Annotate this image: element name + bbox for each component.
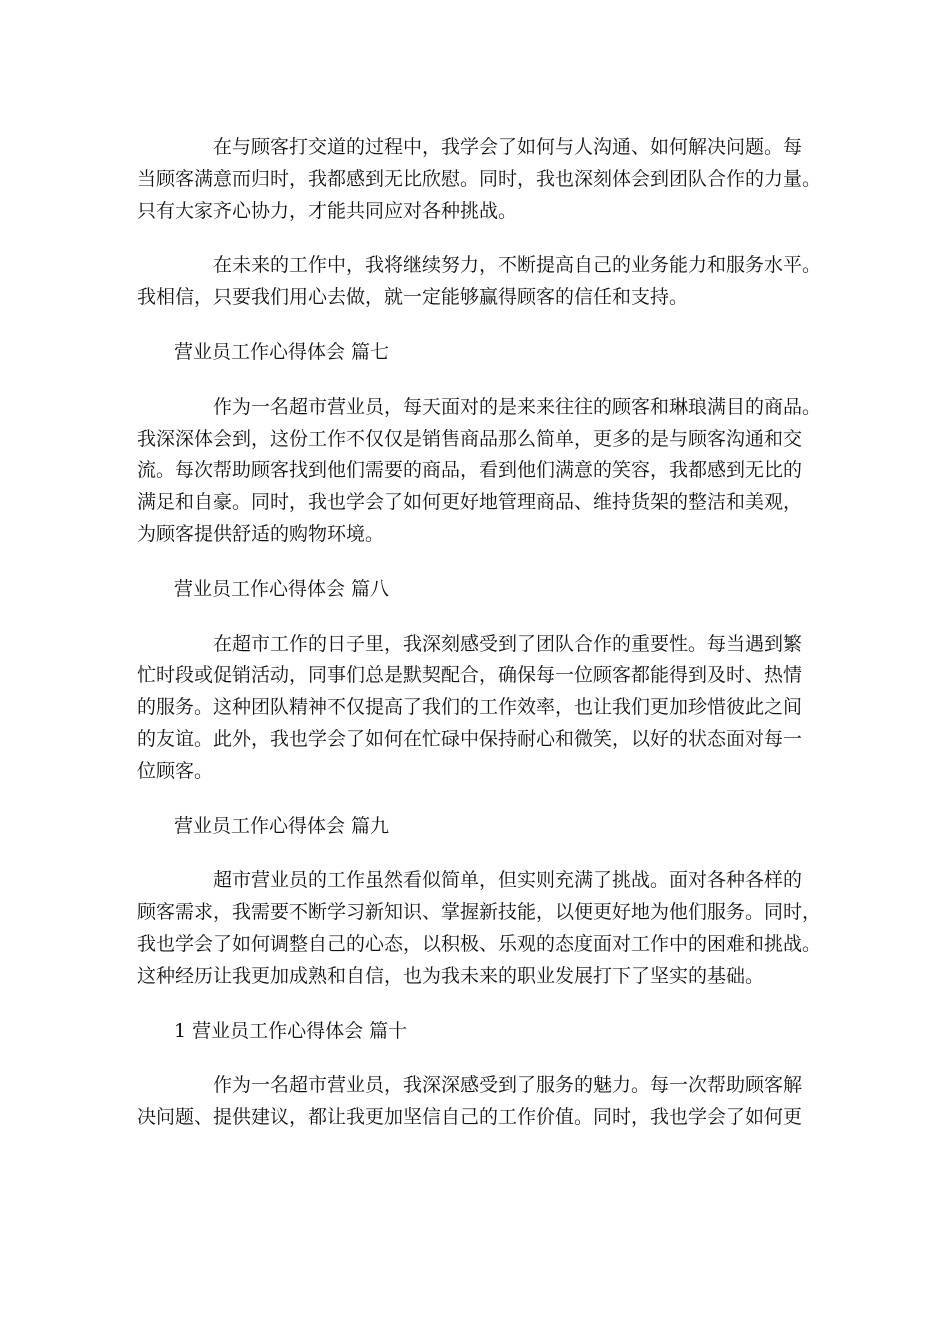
paragraph-line: 这种经历让我更加成熟和自信，也为我未来的职业发展打下了坚实的基础。 [137,964,765,987]
paragraph-3 [137,392,822,551]
paragraph-line: 忙时段或促销活动，同事们总是默契配合，确保每一位顾客都能得到及时、热情 [137,664,803,687]
paragraph-line: 满足和自豪。同时，我也学会了如何更好地管理商品、维持货架的整洁和美观， [137,491,803,514]
paragraph-line: 的友谊。此外，我也学会了如何在忙碌中保持耐心和微笑，以好的状态面对每一 [137,727,803,750]
paragraph-line: 在与顾客打交道的过程中，我学会了如何与人沟通、如何解决问题。每 [213,136,803,158]
paragraph-line: 我相信，只要我们用心去做，就一定能够赢得顾客的信任和支持。 [137,286,689,309]
paragraph-line: 的服务。这种团队精神不仅提高了我们的工作效率，也让我们更加珍惜彼此之间 [137,696,803,719]
paragraph-line: 作为一名超市营业员，每天面对的是来来往往的顾客和琳琅满目的商品。 [213,395,822,418]
paragraph-line: 我也学会了如何调整自己的心态，以积极、乐观的态度面对工作中的困难和挑战。 [137,932,822,955]
section-heading-10: 1 营业员工作心得体会 篇十 [174,1019,408,1042]
paragraph-line: 为顾客提供舒适的购物环境。 [137,522,385,545]
paragraph-line: 在超市工作的日子里，我深刻感受到了团队合作的重要性。每当遇到繁 [213,632,803,655]
paragraph-line: 我深深体会到，这份工作不仅仅是销售商品那么简单，更多的是与顾客沟通和交 [137,427,803,450]
document-page [137,132,822,1157]
paragraph-line: 顾客需求，我需要不断学习新知识、掌握新技能，以便更好地为他们服务。同时， [137,901,822,924]
paragraph-line: 流。每次帮助顾客找到他们需要的商品，看到他们满意的笑容，我都感到无比的 [137,459,803,482]
section-heading-7: 营业员工作心得体会 篇七 [174,340,390,363]
section-heading-9: 营业员工作心得体会 篇九 [174,814,390,837]
paragraph-line: 只有大家齐心协力，才能共同应对各种挑战。 [137,199,518,222]
paragraph-2 [137,250,822,314]
paragraph-1 [137,132,822,227]
paragraph-line: 决问题、提供建议，都让我更加坚信自己的工作价值。同时，我也学会了如何更 [137,1106,803,1129]
section-heading-8: 营业员工作心得体会 篇八 [174,577,390,600]
paragraph-6 [137,1070,817,1134]
paragraph-line: 当顾客满意而归时，我都感到无比欣慰。同时，我也深刻体会到团队合作的力量。 [137,167,822,190]
paragraph-line: 位顾客。 [137,759,214,782]
paragraph-line: 作为一名超市营业员，我深深感受到了服务的魅力。每一次帮助顾客解 [213,1074,803,1097]
paragraph-line: 在未来的工作中，我将继续努力，不断提高自己的业务能力和服务水平。 [213,254,822,277]
paragraph-4 [137,629,817,788]
paragraph-line: 超市营业员的工作虽然看似简单，但实则充满了挑战。面对各种各样的 [213,869,803,892]
paragraph-5 [137,865,822,992]
